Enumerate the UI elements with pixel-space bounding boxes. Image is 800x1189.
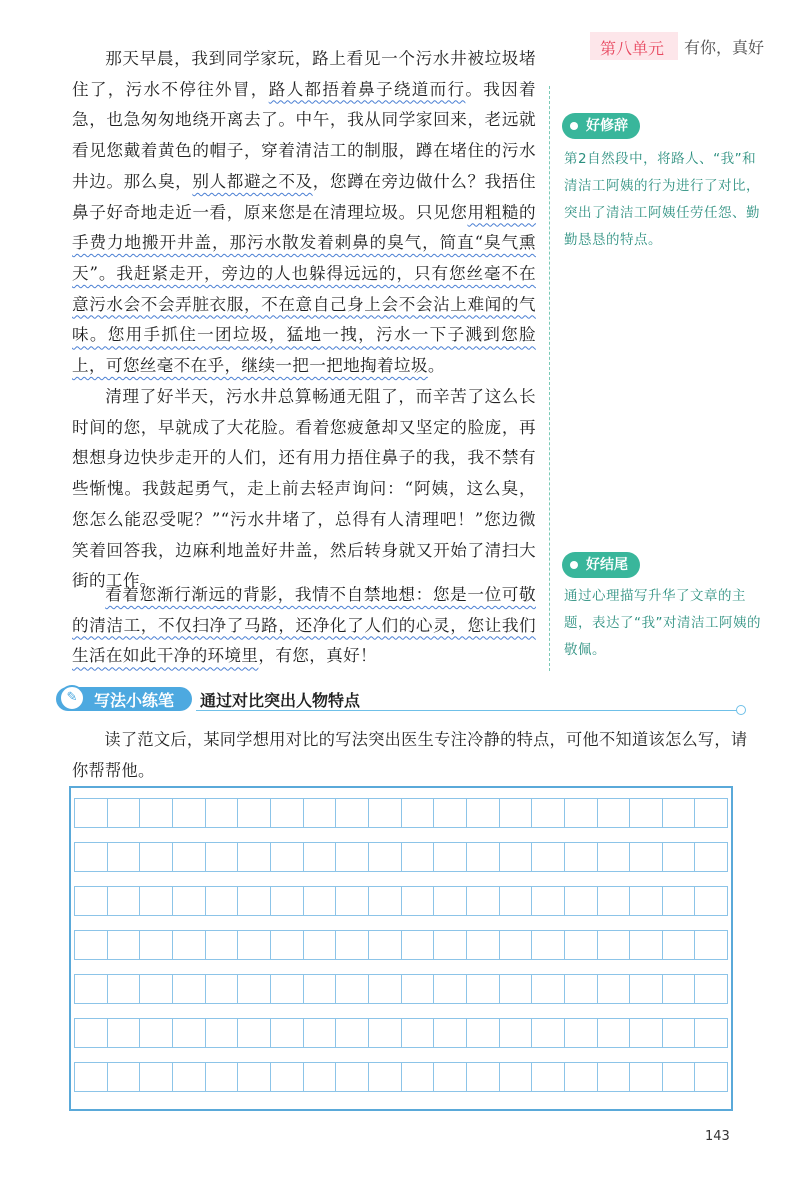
grid-cell[interactable] (401, 842, 434, 872)
grid-cell[interactable] (401, 798, 434, 828)
section-header (56, 687, 746, 711)
grid-cell[interactable] (335, 1062, 368, 1092)
grid-cell[interactable] (433, 886, 466, 916)
section-label: 写法小练笔 (94, 691, 175, 710)
grid-cell[interactable] (335, 842, 368, 872)
grid-cell[interactable] (270, 842, 303, 872)
page-number: 143 (705, 1129, 730, 1144)
grid-cell[interactable] (531, 842, 564, 872)
grid-cell[interactable] (597, 974, 630, 1004)
grid-cell[interactable] (303, 798, 336, 828)
grid-cell[interactable] (466, 886, 499, 916)
grid-cell[interactable] (401, 1018, 434, 1048)
unit-badge (590, 32, 678, 60)
grid-cell[interactable] (531, 1062, 564, 1092)
grid-cell[interactable] (662, 886, 695, 916)
grid-cell[interactable] (237, 842, 270, 872)
grid-cell[interactable] (531, 1018, 564, 1048)
grid-cell[interactable] (139, 974, 172, 1004)
grid-cell[interactable] (335, 974, 368, 1004)
writing-grid[interactable] (69, 786, 733, 1111)
grid-cell[interactable] (139, 798, 172, 828)
grid-cell[interactable] (662, 1062, 695, 1092)
grid-cell[interactable] (205, 798, 238, 828)
grid-cell[interactable] (303, 930, 336, 960)
grid-cell[interactable] (401, 974, 434, 1004)
task-prompt: 读了范文后，某同学想用对比的写法突出医生专注冷静的特点，可他不知道该怎么写，请你帮帮他。 (72, 730, 748, 780)
grid-cell[interactable] (270, 798, 303, 828)
grid-cell[interactable] (433, 1062, 466, 1092)
grid-cell[interactable] (205, 886, 238, 916)
grid-cell[interactable] (401, 930, 434, 960)
section-rule-end-dot (736, 705, 746, 715)
grid-cell[interactable] (499, 886, 532, 916)
grid-cell[interactable] (531, 974, 564, 1004)
grid-cell[interactable] (237, 1062, 270, 1092)
grid-cell[interactable] (629, 974, 662, 1004)
grid-cell[interactable] (401, 1062, 434, 1092)
paragraph-1 (72, 44, 536, 382)
grid-cell[interactable] (564, 886, 597, 916)
grid-cell[interactable] (662, 930, 695, 960)
grid-cell[interactable] (368, 930, 401, 960)
text-span: ，有您，真好！ (258, 646, 377, 666)
grid-cell[interactable] (499, 1018, 532, 1048)
grid-cell[interactable] (564, 798, 597, 828)
tag-good-ending: 好结尾 (562, 552, 640, 578)
grid-cell[interactable] (564, 1062, 597, 1092)
grid-cell[interactable] (368, 886, 401, 916)
grid-cell[interactable] (466, 842, 499, 872)
grid-cell[interactable] (531, 798, 564, 828)
grid-cell[interactable] (303, 842, 336, 872)
grid-cell[interactable] (107, 1018, 140, 1048)
grid-cell[interactable] (629, 798, 662, 828)
grid-cell[interactable] (466, 930, 499, 960)
grid-row (74, 798, 728, 828)
grid-cell[interactable] (466, 1018, 499, 1048)
grid-cell[interactable] (74, 974, 107, 1004)
grid-cell[interactable] (629, 842, 662, 872)
grid-cell[interactable] (270, 1018, 303, 1048)
unit-title: 有你，真好 (684, 38, 765, 57)
grid-cell[interactable] (368, 1018, 401, 1048)
text-span: 。我因着急，也急匆匆地绕开离去了。中午，我从同学家回来，老远就看见您戴着黄色的帽子，穿着清洁工的制服，蹲在堵住的污水井边。那么臭， (72, 79, 536, 191)
unit-label: 第八单元 (600, 39, 665, 58)
grid-cell[interactable] (335, 886, 368, 916)
grid-cell[interactable] (564, 930, 597, 960)
grid-cell[interactable] (368, 842, 401, 872)
underlined-passage: 用粗糙的手费力地搬开井盖，那污水散发着刺鼻的臭气，简直“臭气熏天”。我赶紧走开，旁边的人也躲得远远的，只有您丝毫不在意污水会不会弄脏衣服，不在意自己身上会不会沾上难闻的气味。您用手抓住一团垃圾，猛地一拽，污水一下子溅到您脸上，可您丝毫不在乎，继续一把一把地掏着垃圾 (72, 202, 536, 376)
grid-cell[interactable] (205, 974, 238, 1004)
grid-cell[interactable] (597, 1018, 630, 1048)
grid-cell[interactable] (303, 974, 336, 1004)
grid-cell[interactable] (466, 974, 499, 1004)
grid-cell[interactable] (466, 1062, 499, 1092)
grid-cell[interactable] (499, 798, 532, 828)
grid-cell[interactable] (662, 974, 695, 1004)
grid-cell[interactable] (335, 798, 368, 828)
grid-cell[interactable] (74, 798, 107, 828)
grid-cell[interactable] (531, 930, 564, 960)
grid-cell[interactable] (237, 798, 270, 828)
grid-cell[interactable] (172, 1062, 205, 1092)
grid-cell[interactable] (564, 842, 597, 872)
grid-cell[interactable] (270, 886, 303, 916)
text-span: 。 (427, 356, 445, 376)
grid-cell[interactable] (335, 1018, 368, 1048)
underlined-phrase: 路人都捂着鼻子绕道而行 (268, 79, 466, 99)
grid-cell[interactable] (74, 842, 107, 872)
grid-cell[interactable] (237, 1018, 270, 1048)
grid-cell[interactable] (172, 930, 205, 960)
grid-cell[interactable] (597, 930, 630, 960)
note-ending: 通过心理描写升华了文章的主题，表达了“我”对清洁工阿姨的敬佩。 (564, 588, 761, 658)
grid-cell[interactable] (466, 798, 499, 828)
grid-cell[interactable] (172, 974, 205, 1004)
grid-cell[interactable] (629, 1062, 662, 1092)
grid-cell[interactable] (172, 886, 205, 916)
grid-cell[interactable] (597, 886, 630, 916)
grid-cell[interactable] (629, 886, 662, 916)
grid-cell[interactable] (694, 930, 728, 960)
sidebar-divider (549, 86, 550, 671)
grid-cell[interactable] (499, 1062, 532, 1092)
grid-cell[interactable] (139, 1062, 172, 1092)
grid-row (74, 1018, 728, 1048)
grid-cell[interactable] (205, 842, 238, 872)
grid-cell[interactable] (433, 798, 466, 828)
grid-cell[interactable] (107, 930, 140, 960)
grid-cell[interactable] (694, 974, 728, 1004)
grid-cell[interactable] (139, 886, 172, 916)
grid-cell[interactable] (270, 930, 303, 960)
tag-good-rhetoric: 好修辞 (562, 113, 640, 139)
grid-cell[interactable] (662, 842, 695, 872)
grid-cell[interactable] (597, 1062, 630, 1092)
grid-row (74, 974, 728, 1004)
grid-cell[interactable] (662, 798, 695, 828)
grid-cell[interactable] (303, 886, 336, 916)
grid-cell[interactable] (205, 930, 238, 960)
grid-cell[interactable] (172, 798, 205, 828)
grid-cell[interactable] (433, 974, 466, 1004)
grid-cell[interactable] (597, 798, 630, 828)
grid-cell[interactable] (694, 886, 728, 916)
grid-cell[interactable] (433, 842, 466, 872)
grid-row (74, 842, 728, 872)
grid-cell[interactable] (205, 1062, 238, 1092)
grid-cell[interactable] (172, 1018, 205, 1048)
grid-cell[interactable] (597, 842, 630, 872)
grid-cell[interactable] (433, 1018, 466, 1048)
note-rhetoric: 第2自然段中，将路人、“我”和清洁工阿姨的行为进行了对比，突出了清洁工阿姨任劳任怨、勤勤恳恳的特点。 (564, 151, 760, 248)
grid-cell[interactable] (662, 1018, 695, 1048)
grid-cell[interactable] (303, 1018, 336, 1048)
grid-cell[interactable] (107, 842, 140, 872)
section-subtitle: 通过对比突出人物特点 (200, 691, 361, 710)
grid-cell[interactable] (74, 1018, 107, 1048)
grid-cell[interactable] (270, 1062, 303, 1092)
grid-row (74, 886, 728, 916)
paragraph-text: 清理了好半天，污水井总算畅通无阻了，而辛苦了这么长时间的您，早就成了大花脸。看着您疲惫却又坚定的脸庞，再想想身边快步走开的人们，还有用力捂住鼻子的我，我不禁有些惭愧。我鼓起勇气，走上前去轻声询问：“阿姨，这么臭，您怎么能忍受呢？”“污水井堵了，总得有人清理吧！”您边微笑着回答我，边麻利地盖好井盖，然后转身就又开始了清扫大街的工作。 (72, 387, 536, 591)
grid-cell[interactable] (74, 886, 107, 916)
grid-cell[interactable] (694, 1062, 728, 1092)
pen-icon: ✎ (59, 685, 85, 711)
paragraph-3 (72, 580, 536, 672)
grid-cell[interactable] (629, 1018, 662, 1048)
section-pill (56, 687, 192, 711)
grid-cell[interactable] (107, 974, 140, 1004)
grid-cell[interactable] (335, 930, 368, 960)
text-span: ，您蹲在旁边做什么？我捂住鼻子好奇地走近一看，原来您是在清理垃圾。只见您 (72, 171, 536, 222)
grid-cell[interactable] (499, 930, 532, 960)
grid-row (74, 930, 728, 960)
grid-cell[interactable] (401, 886, 434, 916)
grid-cell[interactable] (303, 1062, 336, 1092)
grid-cell[interactable] (433, 930, 466, 960)
grid-cell[interactable] (270, 974, 303, 1004)
grid-row (74, 1062, 728, 1092)
paragraph-2 (72, 382, 536, 597)
grid-cell[interactable] (368, 1062, 401, 1092)
grid-cell[interactable] (74, 930, 107, 960)
grid-cell[interactable] (139, 1018, 172, 1048)
grid-cell[interactable] (368, 798, 401, 828)
grid-cell[interactable] (237, 886, 270, 916)
grid-cell[interactable] (564, 974, 597, 1004)
grid-cell[interactable] (172, 842, 205, 872)
grid-cell[interactable] (205, 1018, 238, 1048)
grid-cell[interactable] (237, 974, 270, 1004)
grid-cell[interactable] (499, 842, 532, 872)
grid-cell[interactable] (107, 1062, 140, 1092)
grid-cell[interactable] (629, 930, 662, 960)
grid-cell[interactable] (107, 886, 140, 916)
grid-cell[interactable] (368, 974, 401, 1004)
underlined-passage: 看着您渐行渐远的背影，我情不自禁地想：您是一位可敬的清洁工，不仅扫净了马路，还净化了人们的心灵，您让我们生活在如此干净的环境里 (72, 585, 536, 666)
grid-cell[interactable] (74, 1062, 107, 1092)
underlined-phrase: 别人都避之不及 (192, 171, 313, 191)
grid-cell[interactable] (139, 842, 172, 872)
grid-cell[interactable] (564, 1018, 597, 1048)
grid-cell[interactable] (694, 798, 728, 828)
grid-cell[interactable] (531, 886, 564, 916)
text-span: 那天早晨，我到同学家玩，路上看见一个污水井被垃圾堵住了，污水不停往外冒， (72, 49, 536, 99)
grid-cell[interactable] (694, 842, 728, 872)
grid-cell[interactable] (499, 974, 532, 1004)
grid-cell[interactable] (107, 798, 140, 828)
grid-cell[interactable] (694, 1018, 728, 1048)
grid-cell[interactable] (139, 930, 172, 960)
grid-cell[interactable] (237, 930, 270, 960)
